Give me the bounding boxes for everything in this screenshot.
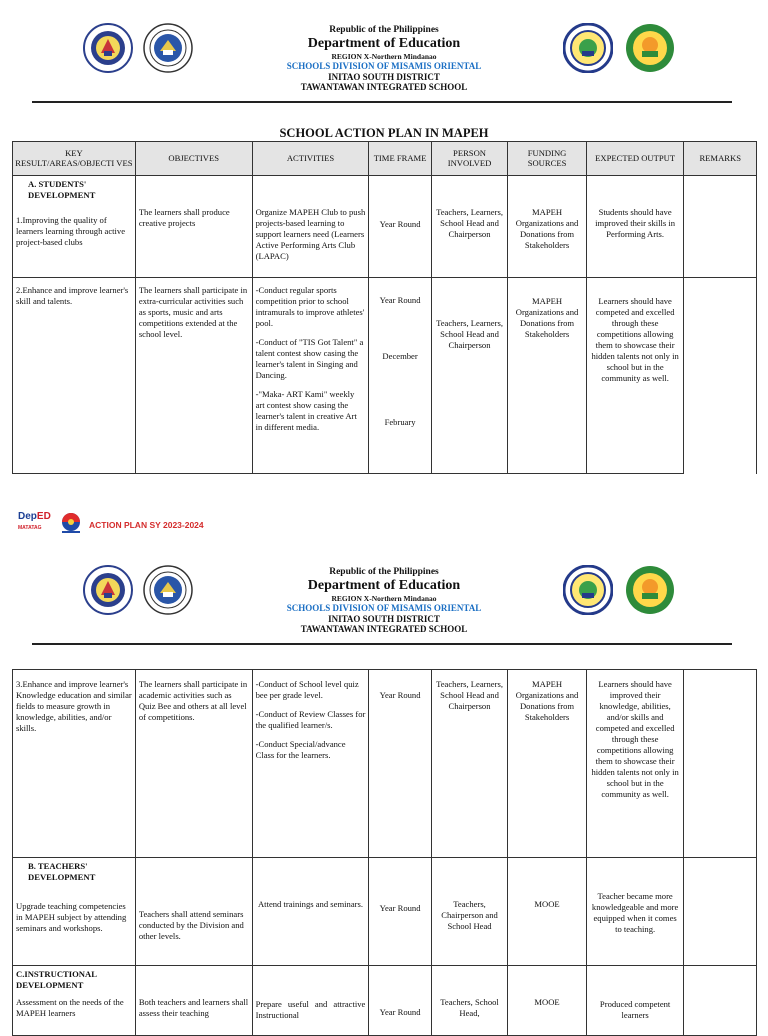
funding-text: MAPEH Organizations and Donations from Stakeholders bbox=[515, 679, 579, 722]
time-frame-text: Year Round bbox=[379, 903, 421, 913]
table-cell bbox=[684, 670, 757, 858]
republic-label: Republic of the Philippines bbox=[329, 567, 439, 577]
table-cell bbox=[369, 858, 431, 966]
activity-text: -Conduct of "TIS Got Talent" a talent contest show casing the learner's talent in Singing and Dancing. bbox=[255, 337, 364, 380]
time-frame-text: Year Round bbox=[379, 295, 421, 305]
table-cell bbox=[369, 278, 431, 474]
district-seal-icon bbox=[625, 565, 675, 615]
activity-text: Organize MAPEH Club to push projects-based learning to support learners need (Learners Active Performing Arts Club (LAPAC) bbox=[255, 207, 366, 261]
table-cell bbox=[508, 670, 587, 858]
funding-text: MOOE bbox=[534, 899, 560, 909]
column-header: PERSON INVOLVED bbox=[431, 142, 508, 176]
page-title: SCHOOL ACTION PLAN IN MAPEH bbox=[279, 126, 489, 140]
activity-text: -"Maka- ART Kami" weekly art contest show casing the learner's talent in creative Art in different media. bbox=[255, 389, 357, 432]
header-divider bbox=[32, 643, 732, 645]
output-text: Learners should have improved their knowledge, abilities, and/or skills and competed and excelled through these competitions allowing them to showcase their hidden talents not only in school but in the community as well. bbox=[591, 679, 679, 799]
table-cell bbox=[431, 858, 508, 966]
column-header: REMARKS bbox=[684, 142, 757, 176]
funding-text: MOOE bbox=[534, 997, 560, 1007]
table-cell bbox=[135, 670, 252, 858]
table-cell bbox=[135, 966, 252, 1036]
deped-seal-icon bbox=[83, 23, 133, 73]
table-cell bbox=[252, 278, 369, 474]
table-cell bbox=[252, 670, 369, 858]
table-row bbox=[13, 278, 757, 474]
activity-text: -Conduct Special/advance Class for the learners. bbox=[255, 739, 346, 760]
division-label: SCHOOLS DIVISION OF MISAMIS ORIENTAL bbox=[286, 61, 482, 71]
table-cell bbox=[586, 966, 684, 1036]
table-cell bbox=[431, 278, 508, 474]
table-cell bbox=[13, 670, 136, 858]
table-cell bbox=[13, 966, 136, 1036]
objective-text: The learners shall participate in extra-curricular activities such as sports, music and arts competitions extended at the school level. bbox=[138, 285, 248, 339]
table-cell bbox=[508, 966, 587, 1036]
district-label: INITAO SOUTH DISTRICT bbox=[328, 614, 440, 624]
table-header-row bbox=[13, 142, 757, 176]
table-cell bbox=[369, 670, 431, 858]
table-cell bbox=[135, 858, 252, 966]
letterhead bbox=[0, 0, 768, 110]
time-frame-text: Year Round bbox=[379, 219, 421, 229]
section-heading: A. STUDENTS' DEVELOPMENT bbox=[28, 179, 96, 200]
table-cell bbox=[135, 176, 252, 278]
person-text: Teachers, Learners, School Head and Chairperson bbox=[436, 318, 503, 350]
table-cell bbox=[135, 278, 252, 474]
table-cell bbox=[369, 966, 431, 1036]
objective-text: Teachers shall attend seminars conducted by the Division and other levels. bbox=[138, 909, 244, 941]
objective-text: The learners shall produce creative projects bbox=[138, 207, 230, 228]
activity-text: Attend trainings and seminars. bbox=[257, 899, 363, 909]
table-cell bbox=[431, 670, 508, 858]
person-text: Teachers, School Head, bbox=[440, 997, 499, 1018]
table-row bbox=[13, 176, 757, 278]
region-label: REGION X-Northern Mindanao bbox=[331, 594, 437, 603]
column-header: FUNDING SOURCES bbox=[508, 142, 587, 176]
kra-text: 2.Enhance and improve learner's skill and talents. bbox=[16, 285, 129, 306]
column-header: TIME FRAME bbox=[369, 142, 431, 176]
kra-text: Assessment on the needs of the MAPEH learners bbox=[16, 997, 124, 1018]
activity-text: -Conduct of School level quiz bee per grade level. bbox=[255, 679, 359, 700]
department-label: Department of Education bbox=[307, 36, 461, 51]
table-cell bbox=[684, 278, 757, 474]
kra-text: Upgrade teaching competencies in MAPEH subject by attending seminars and workshops. bbox=[16, 901, 127, 933]
table-cell bbox=[684, 858, 757, 966]
column-header: OBJECTIVES bbox=[135, 142, 252, 176]
deped-seal-icon bbox=[83, 565, 133, 615]
table-cell bbox=[684, 176, 757, 278]
page-footer bbox=[18, 509, 278, 539]
table-cell bbox=[252, 858, 369, 966]
school-label: TAWANTAWAN INTEGRATED SCHOOL bbox=[300, 624, 468, 634]
table-cell bbox=[586, 176, 684, 278]
school-seal-icon bbox=[143, 23, 193, 73]
action-plan-table-continued bbox=[12, 669, 757, 1036]
funding-text: MAPEH Organizations and Donations from Stakeholders bbox=[515, 296, 579, 339]
table-cell bbox=[431, 966, 508, 1036]
region-label: REGION X-Northern Mindanao bbox=[331, 52, 437, 61]
objective-text: The learners shall participate in academic activities such as Quiz Bee and others at all level of competitions. bbox=[138, 679, 248, 722]
column-header: ACTIVITIES bbox=[252, 142, 369, 176]
table-cell bbox=[586, 858, 684, 966]
republic-label: Republic of the Philippines bbox=[329, 25, 439, 35]
table-cell bbox=[586, 670, 684, 858]
table-cell bbox=[252, 176, 369, 278]
bagong-pilipinas-logo-icon bbox=[58, 511, 84, 535]
table-cell bbox=[586, 278, 684, 474]
person-text: Teachers, Learners, School Head and Chairperson bbox=[436, 207, 503, 239]
department-label: Department of Education bbox=[307, 578, 461, 593]
activity-text: -Conduct of Review Classes for the qualified learner/s. bbox=[255, 709, 366, 730]
letterhead bbox=[0, 542, 768, 652]
section-heading: C.INSTRUCTIONAL DEVELOPMENT bbox=[16, 969, 97, 990]
kra-text: 1.Improving the quality of learners learning through active project-based clubs bbox=[16, 215, 126, 247]
person-text: Teachers, Learners, School Head and Chairperson bbox=[436, 679, 503, 711]
output-text: Teacher became more knowledgeable and more equipped when it comes to teaching. bbox=[591, 891, 679, 934]
output-text: Learners should have competed and excelled through these competitions allowing them to showcase their hidden talents not only in school but in the community as well. bbox=[591, 296, 679, 383]
table-row bbox=[13, 966, 757, 1036]
time-frame-text: February bbox=[384, 417, 416, 427]
table-cell bbox=[684, 966, 757, 1036]
table-cell bbox=[13, 858, 136, 966]
activity-text: -Conduct regular sports competition prior to school intramurals to improve athletes' pool. bbox=[255, 285, 365, 328]
funding-text: MAPEH Organizations and Donations from Stakeholders bbox=[515, 207, 579, 250]
time-frame-text: Year Round bbox=[379, 690, 421, 700]
district-seal-icon bbox=[625, 23, 675, 73]
table-cell bbox=[508, 858, 587, 966]
division-seal-icon bbox=[563, 23, 613, 73]
table-cell bbox=[508, 278, 587, 474]
district-label: INITAO SOUTH DISTRICT bbox=[328, 72, 440, 82]
table-cell bbox=[508, 176, 587, 278]
action-plan-label: ACTION PLAN SY 2023-2024 bbox=[89, 520, 204, 530]
person-text: Teachers, Chairperson and School Head bbox=[441, 899, 498, 931]
table-cell bbox=[369, 176, 431, 278]
table-row bbox=[13, 670, 757, 858]
table-cell bbox=[431, 176, 508, 278]
division-seal-icon bbox=[563, 565, 613, 615]
output-text: Students should have improved their skills in Performing Arts. bbox=[595, 207, 676, 239]
table-cell bbox=[13, 278, 136, 474]
section-heading: B. TEACHERS' DEVELOPMENT bbox=[28, 861, 96, 882]
table-cell bbox=[13, 176, 136, 278]
column-header: EXPECTED OUTPUT bbox=[586, 142, 684, 176]
header-divider bbox=[32, 101, 732, 103]
activity-text: Prepare useful and attractive Instructional bbox=[255, 999, 366, 1020]
time-frame-text: December bbox=[382, 351, 418, 361]
column-header: KEY RESULT/AREAS/OBJECTI VES bbox=[13, 142, 136, 176]
table-cell bbox=[252, 966, 369, 1036]
matatag-label: MATATAG bbox=[18, 525, 42, 531]
time-frame-text: Year Round bbox=[379, 1007, 421, 1017]
school-label: TAWANTAWAN INTEGRATED SCHOOL bbox=[300, 82, 468, 92]
output-text: Produced competent learners bbox=[599, 999, 671, 1020]
kra-text: 3.Enhance and improve learner's Knowledge education and similar fields to measure growth in knowledge, abilities, and/or skills. bbox=[16, 679, 132, 733]
action-plan-table bbox=[12, 141, 757, 474]
table-row bbox=[13, 858, 757, 966]
school-seal-icon bbox=[143, 565, 193, 615]
objective-text: Both teachers and learners shall assess their teaching bbox=[138, 997, 249, 1018]
deped-logo-icon: DepED bbox=[18, 511, 51, 522]
division-label: SCHOOLS DIVISION OF MISAMIS ORIENTAL bbox=[286, 603, 482, 613]
